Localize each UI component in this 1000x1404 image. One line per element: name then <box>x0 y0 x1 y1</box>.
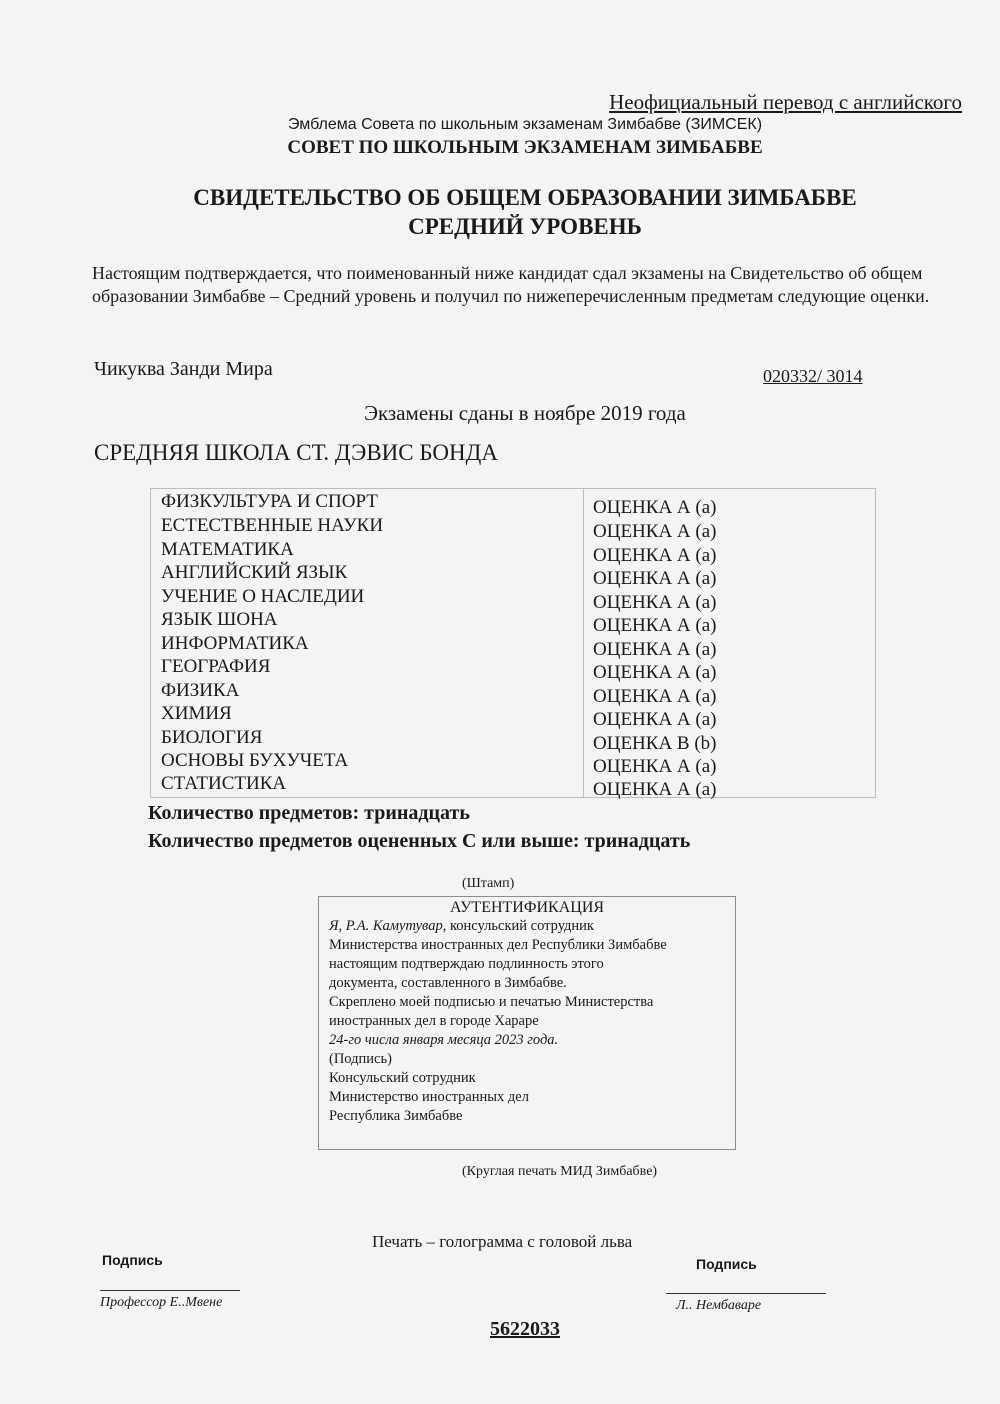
table-row <box>151 727 875 754</box>
subjects-c-or-above: Количество предметов оцененных С или выше: тринадцать <box>148 830 691 852</box>
signature-right-name: Л.. Нембаваре <box>676 1298 762 1313</box>
emblem-caption: Эмблема Совета по школьным экзаменам Зимбабве (ЗИМСЕК) <box>287 116 763 133</box>
certificate-title: СВИДЕТЕЛЬСТВО ОБ ОБЩЕМ ОБРАЗОВАНИИ ЗИМБАБВЕ <box>193 185 857 210</box>
table-row <box>151 703 875 730</box>
translation-note: Неофициальный перевод с английского <box>609 90 962 114</box>
subject-name: ИНФОРМАТИКА <box>161 633 309 654</box>
signature-right-line <box>666 1293 826 1294</box>
officer-name: Я, Р.А. Камутувар <box>329 918 443 934</box>
table-row <box>151 491 875 518</box>
table-row <box>151 680 875 707</box>
school-name: СРЕДНЯЯ ШКОЛА СТ. ДЭВИС БОНДА <box>94 440 498 465</box>
subject-grade: ОЦЕНКА А (а) <box>593 615 717 636</box>
authentication-officer <box>329 918 594 935</box>
subject-name: ФИЗИКА <box>161 680 240 701</box>
subject-name: МАТЕМАТИКА <box>161 539 294 560</box>
subject-name: ЯЗЫК ШОНА <box>161 609 278 630</box>
subject-name: ФИЗКУЛЬТУРА И СПОРТ <box>161 491 378 512</box>
signature-left-label: Подпись <box>102 1252 163 1268</box>
authentication-closing: Консульский сотрудник <box>329 1070 476 1086</box>
table-row <box>151 562 875 589</box>
subject-name: УЧЕНИЕ О НАСЛЕДИИ <box>161 586 365 607</box>
candidate-name: Чикуква Занди Мира <box>94 358 273 380</box>
authentication-date: 24-го числа января месяца 2023 года. <box>329 1032 559 1048</box>
authentication-line: Скреплено моей подписью и печатью Министерства <box>329 994 654 1010</box>
subject-name: ХИМИЯ <box>161 703 232 724</box>
hologram-note: Печать – голограмма с головой льва <box>372 1232 633 1251</box>
subject-grade: ОЦЕНКА А (а) <box>593 779 717 800</box>
subject-grade: ОЦЕНКА А (а) <box>593 756 717 777</box>
table-row <box>151 656 875 683</box>
subject-grade: ОЦЕНКА А (а) <box>593 662 717 683</box>
signature-right-label: Подпись <box>696 1256 757 1272</box>
subject-name: ГЕОГРАФИЯ <box>161 656 271 677</box>
signature-left-name: Профессор Е..Мвене <box>100 1295 223 1310</box>
subject-grade: ОЦЕНКА А (а) <box>593 592 717 613</box>
subject-name: БИОЛОГИЯ <box>161 727 263 748</box>
authentication-line: иностранных дел в городе Хараре <box>329 1013 539 1029</box>
table-row <box>151 609 875 636</box>
table-row <box>151 773 875 800</box>
authentication-box <box>318 896 736 1150</box>
table-row <box>151 539 875 566</box>
subject-grade: ОЦЕНКА В (b) <box>593 733 717 754</box>
exam-date: Экзамены сданы в ноябре 2019 года <box>364 401 686 425</box>
signature-left-line <box>100 1290 240 1291</box>
table-row <box>151 586 875 613</box>
authentication-heading: АУТЕНТИФИКАЦИЯ <box>449 899 605 916</box>
subject-grade: ОЦЕНКА А (а) <box>593 568 717 589</box>
subject-grade: ОЦЕНКА А (а) <box>593 686 717 707</box>
authentication-signature-note: (Подпись) <box>329 1051 392 1067</box>
subject-grade: ОЦЕНКА А (а) <box>593 709 717 730</box>
subject-name: СТАТИСТИКА <box>161 773 287 794</box>
subject-name: ОСНОВЫ БУХУЧЕТА <box>161 750 349 771</box>
grades-table <box>150 488 876 798</box>
subject-grade: ОЦЕНКА А (а) <box>593 639 717 660</box>
council-name: СОВЕТ ПО ШКОЛЬНЫМ ЭКЗАМЕНАМ ЗИМБАБВЕ <box>287 137 763 158</box>
authentication-line: документа, составленного в Зимбабве. <box>329 975 567 991</box>
subject-name: АНГЛИЙСКИЙ ЯЗЫК <box>161 562 348 583</box>
stamp-label: (Штамп) <box>462 876 515 891</box>
subject-grade: ОЦЕНКА А (а) <box>593 521 717 542</box>
authentication-closing: Республика Зимбабве <box>329 1108 463 1124</box>
table-row <box>151 515 875 542</box>
subject-grade: ОЦЕНКА А (а) <box>593 497 717 518</box>
subject-grade: ОЦЕНКА А (а) <box>593 545 717 566</box>
round-seal-note: (Круглая печать МИД Зимбабве) <box>462 1164 658 1179</box>
officer-role: , консульский сотрудник <box>442 918 594 934</box>
subject-count: Количество предметов: тринадцать <box>148 802 470 824</box>
table-row <box>151 750 875 777</box>
intro-paragraph: Настоящим подтверждается, что поименованный ниже кандидат сдал экзамены на Свидетельство об общем образовании Зимбабве – Средний уровень и получил по нижеперечисленным предметам следующие оценки. <box>92 263 930 306</box>
authentication-closing: Министерство иностранных дел <box>329 1089 529 1105</box>
table-row <box>151 633 875 660</box>
authentication-line: настоящим подтверждаю подлинность этого <box>329 956 604 972</box>
certificate-level: СРЕДНИЙ УРОВЕНЬ <box>408 214 642 239</box>
subject-name: ЕСТЕСТВЕННЫЕ НАУКИ <box>161 515 384 536</box>
serial-number: 5622033 <box>490 1318 560 1340</box>
authentication-line: Министерства иностранных дел Республики Зимбабве <box>329 937 667 953</box>
candidate-number: 020332/ 3014 <box>763 366 863 386</box>
